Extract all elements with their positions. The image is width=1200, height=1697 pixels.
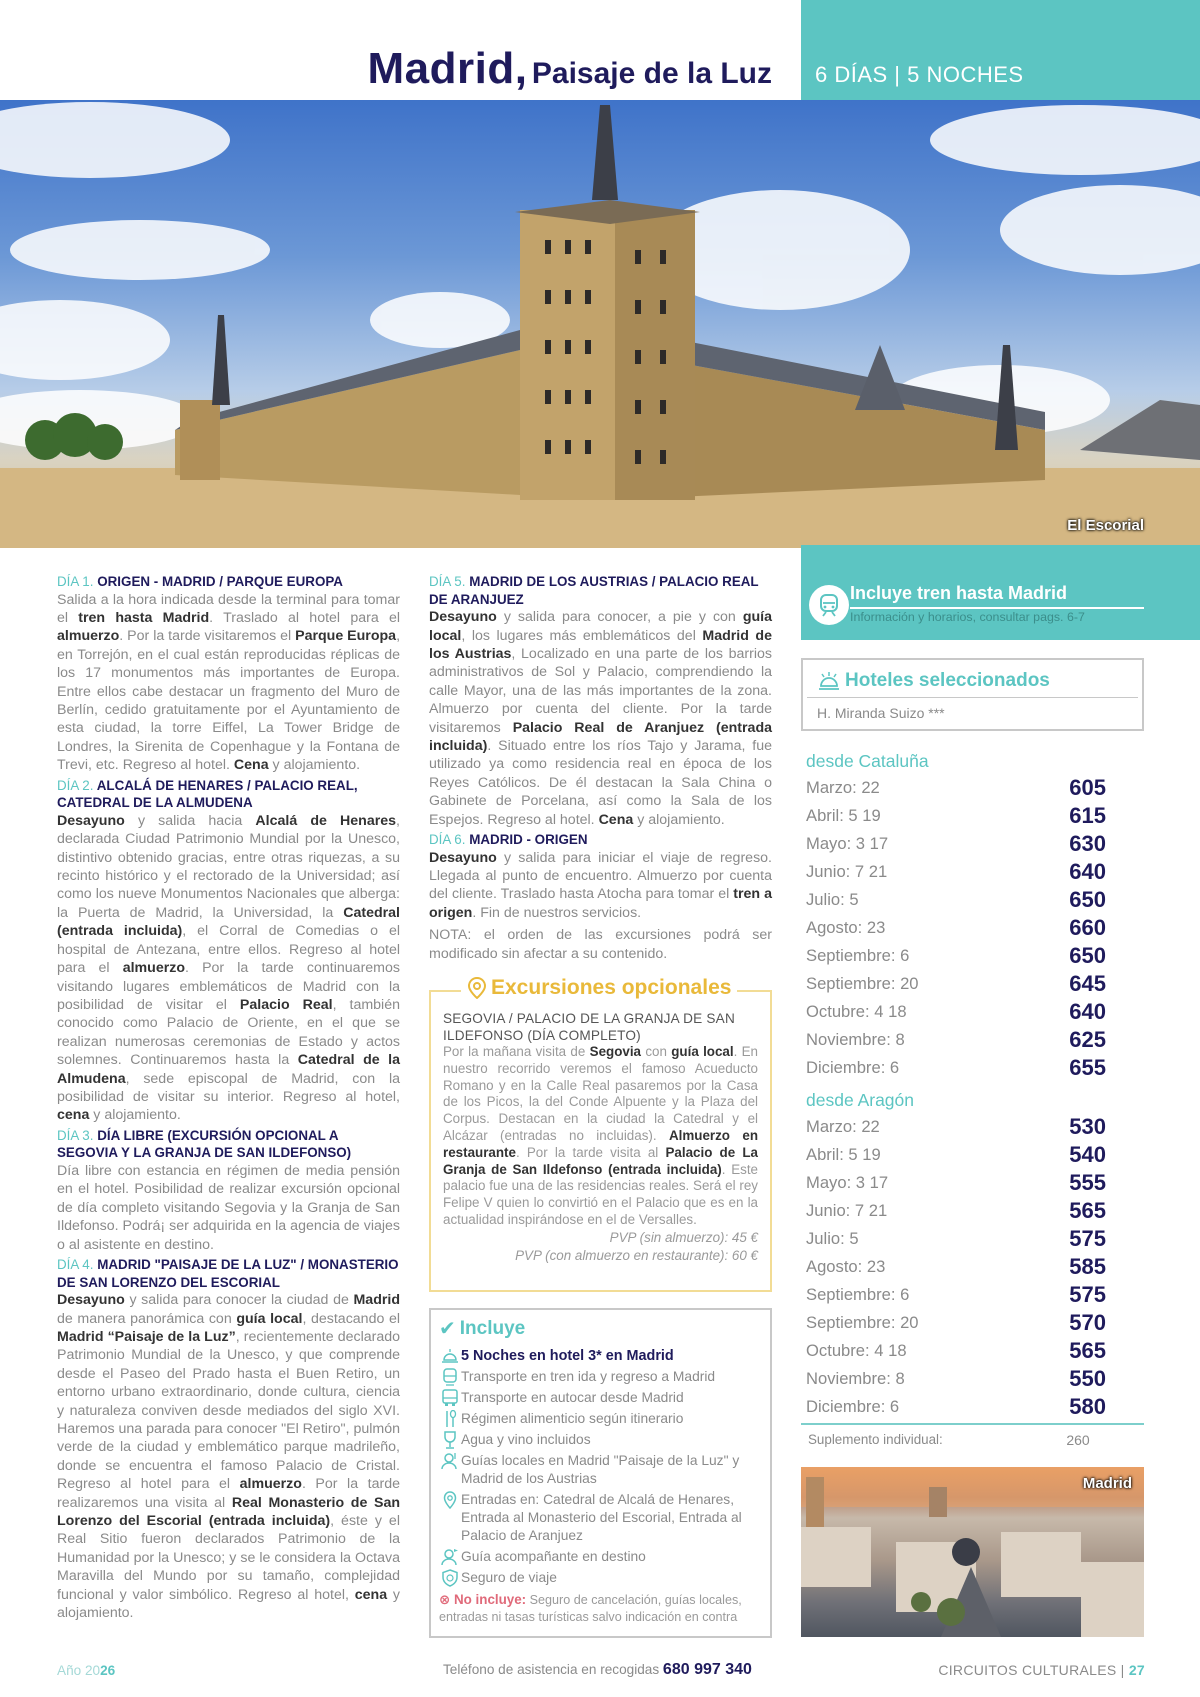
price-value: 530 xyxy=(1069,1114,1106,1139)
price-row xyxy=(806,774,1106,802)
cutlery-icon xyxy=(439,1410,461,1428)
checkmark-icon: ✔ xyxy=(439,1318,456,1340)
price-value: 650 xyxy=(1069,943,1106,968)
price-value: 650 xyxy=(1069,887,1106,912)
price-row xyxy=(806,886,1106,914)
price-row xyxy=(806,914,1106,942)
title-sub: Paisaje de la Luz xyxy=(531,57,772,90)
departure-date: Diciembre: 6 xyxy=(806,1058,900,1077)
day-description: Desayuno y salida hacia Alcalá de Henares, declarada Ciudad Patrimonio Mundial por la Unesco, distintivo obtenido gracias, entre otras riquezas, a su recinto histórico y el rectorado de la Universidad; así como los nueve Monumentos Nacionales que alberga: la Puerta de Madrid, la Universidad, la Catedral (entrada incluida), el Corral de Comedias o el hospital de Antezana, entre ellos. Regreso al hotel para el almuerzo. Por la tarde continuaremos visitando lugares emblemáticos de Madrid con la posibilidad de visitar el Palacio Real, también conocido como Palacio de Oriente, en el que se realizan numerosas ceremonias de Estado y actos solemnes. Continuaremos hasta la Catedral de la Almudena, sede episcopal de Madrid, con la posibilidad de visitar su interior. Regreso al hotel, cena y alojamiento. xyxy=(57,812,400,1124)
hotel-bell-icon xyxy=(817,670,841,692)
selected-hotels-box xyxy=(801,658,1144,731)
departure-date: Octubre: 4 18 xyxy=(806,1002,907,1021)
shield-icon xyxy=(439,1569,461,1587)
day-heading: DÍA 2. ALCALÁ DE HENARES / PALACIO REAL, CATEDRAL DE LA ALMUDENA xyxy=(57,777,358,811)
departure-date: Noviembre: 8 xyxy=(806,1369,905,1388)
departure-date: Septiembre: 20 xyxy=(806,974,919,993)
price-row xyxy=(806,1113,1106,1141)
madrid-cityscape-image xyxy=(801,1467,1144,1637)
price-row xyxy=(806,942,1106,970)
price-table-aragon xyxy=(806,1087,1106,1421)
price-value: 575 xyxy=(1069,1282,1106,1307)
excursion-price-with-lunch: PVP (con almuerzo en restaurante): 60 € xyxy=(515,1247,758,1263)
departure-date: Marzo: 22 xyxy=(806,1117,880,1136)
departure-date: Septiembre: 20 xyxy=(806,1313,919,1332)
excursion-price-no-lunch: PVP (sin almuerzo): 45 € xyxy=(609,1229,758,1245)
include-item: Seguro de viaje xyxy=(439,1569,762,1587)
price-row xyxy=(806,830,1106,858)
supplement-divider xyxy=(801,1423,1144,1425)
itinerary-day-6 xyxy=(429,831,772,922)
departure-date: Agosto: 23 xyxy=(806,1257,886,1276)
price-table-cataluna xyxy=(806,748,1106,1082)
hero-image-el-escorial xyxy=(0,100,1200,548)
excursions-title: Excursiones opcionales xyxy=(461,976,737,1000)
itinerary-day-1 xyxy=(57,573,400,775)
price-row xyxy=(806,1026,1106,1054)
price-value: 565 xyxy=(1069,1338,1106,1363)
itinerary-day-2 xyxy=(57,777,400,1125)
day-description: Desayuno y salida para conocer la ciudad de Madrid de manera panorámica con guía local, destacando el Madrid “Paisaje de la Luz”, recientemente declarado Patrimonio Mundial de la Unesco, y que comprende desde el Paseo del Prado hasta el Buen Retiro, un entorno urbano extraordinario, donde cultura, ciencia y naturaleza conviven desde mediados del siglo XVI. Haremos una parada para conocer "El Retiro", pulmón verde de la ciudad y emblemático parque madrileño, donde se encuentra el famoso Palacio de Cristal. Regreso al hotel para el almuerzo. Por la tarde realizaremos una visita al Real Monasterio de San Lorenzo del Escorial (entrada incluida), éste y el Real Sitio fueron declarados Patrimonio de la Humanidad por la Unesco; y se le considera la Octava Maravilla del Mundo por su tamaño, complejidad funcional y valor simbólico. Regreso al hotel, cena y alojamiento. xyxy=(57,1292,401,1622)
price-row xyxy=(806,1309,1106,1337)
title-main: Madrid, xyxy=(367,44,528,93)
supplement-value: 260 xyxy=(1066,1432,1090,1448)
guide-icon xyxy=(439,1452,461,1470)
price-value: 550 xyxy=(1069,1366,1106,1391)
not-included-label: ⊗ No incluye: xyxy=(439,1592,527,1607)
footer-assistance-phone: Teléfono de asistencia en recogidas 680 997 340 xyxy=(443,1661,752,1678)
day-heading: DÍA 6. MADRID - ORIGEN xyxy=(429,832,588,848)
train-icon xyxy=(809,585,849,625)
price-value: 645 xyxy=(1069,971,1106,996)
price-value: 640 xyxy=(1069,859,1106,884)
price-value: 555 xyxy=(1069,1170,1106,1195)
bus-icon xyxy=(439,1389,461,1407)
price-row xyxy=(806,802,1106,830)
price-value: 605 xyxy=(1069,775,1106,800)
location-pin-icon xyxy=(467,977,487,999)
price-value: 585 xyxy=(1069,1254,1106,1279)
itinerary-note: NOTA: el orden de las excursiones podrá ser modificado sin afectar a su contenido. xyxy=(429,927,772,962)
price-row xyxy=(806,1393,1106,1421)
departure-date: Julio: 5 xyxy=(806,1229,859,1248)
include-item: Transporte en autocar desde Madrid xyxy=(439,1389,762,1407)
departure-date: Octubre: 4 18 xyxy=(806,1341,907,1360)
include-item: Entradas en: Catedral de Alcalá de Henares, Entrada al Monasterio del Escorial, Entrada al Palacio de Aranjuez xyxy=(439,1491,762,1545)
itinerary-column-1 xyxy=(57,573,400,1624)
footer-year: Año 2026 xyxy=(57,1663,116,1678)
supplement-label: Suplemento individual: xyxy=(808,1432,943,1447)
hotel-bell-icon xyxy=(439,1347,461,1365)
day-heading: DÍA 1. ORIGEN - MADRID / PARQUE EUROPA xyxy=(57,574,343,589)
price-row xyxy=(806,858,1106,886)
departure-date: Junio: 7 21 xyxy=(806,862,888,881)
includes-title: ✔ Incluye xyxy=(439,1317,526,1340)
price-row xyxy=(806,998,1106,1026)
price-table-title: desde Cataluña xyxy=(806,751,929,771)
day-description: Desayuno y salida para iniciar el viaje de regreso. Llegada al punto de encuentro. Almuerzo por cuenta del cliente. Traslado hasta Atocha para tomar el tren a origen. Fin de nuestros servicios. xyxy=(429,849,772,921)
page-header xyxy=(0,0,1200,100)
hotel-name: H. Miranda Suizo *** xyxy=(817,705,945,721)
train-icon xyxy=(439,1368,461,1386)
day-description: Día libre con estancia en régimen de media pensión en el hotel. Posibilidad de realizar excursión opcional de día completo visitando Segovia y la Granja de San Ildefonso. Podrá¡ ser adquirida en la agencia de viajes o al asistente en destino. xyxy=(57,1162,400,1253)
price-row xyxy=(806,970,1106,998)
train-included-banner xyxy=(801,548,1200,640)
departure-date: Mayo: 3 17 xyxy=(806,1173,889,1192)
include-item: Guías locales en Madrid "Paisaje de la Luz" y Madrid de los Austrias xyxy=(439,1452,762,1488)
madrid-caption: Madrid xyxy=(1082,1475,1132,1492)
departure-date: Agosto: 23 xyxy=(806,918,886,937)
price-value: 630 xyxy=(1069,831,1106,856)
day-heading: DÍA 5. MADRID DE LOS AUSTRIAS / PALACIO REAL DE ARANJUEZ xyxy=(429,574,759,607)
price-value: 625 xyxy=(1069,1027,1106,1052)
price-row xyxy=(806,1337,1106,1365)
price-value: 570 xyxy=(1069,1310,1106,1335)
excursion-subtitle: SEGOVIA / PALACIO DE LA GRANJA DE SAN ILDEFONSO (DÍA COMPLETO) xyxy=(443,1011,735,1043)
price-value: 580 xyxy=(1069,1394,1106,1419)
include-item: Régimen alimenticio según itinerario xyxy=(439,1410,762,1428)
optional-excursions-box xyxy=(429,976,772,1292)
departure-date: Noviembre: 8 xyxy=(806,1030,905,1049)
price-row xyxy=(806,1253,1106,1281)
departure-date: Julio: 5 xyxy=(806,890,859,909)
single-supplement xyxy=(808,1432,1108,1448)
price-value: 640 xyxy=(1069,999,1106,1024)
price-value: 615 xyxy=(1069,803,1106,828)
page-title xyxy=(367,44,772,94)
x-circle-icon: ⊗ xyxy=(439,1592,451,1607)
itinerary-day-5 xyxy=(429,573,772,829)
departure-date: Septiembre: 6 xyxy=(806,1285,910,1304)
price-value: 565 xyxy=(1069,1198,1106,1223)
departure-date: Mayo: 3 17 xyxy=(806,834,889,853)
day-heading: DÍA 3. DÍA LIBRE (EXCURSIÓN OPCIONAL A SEGOVIA Y LA GRANJA DE SAN ILDEFONSO) xyxy=(57,1127,352,1161)
madrid-illustration xyxy=(801,1467,1144,1637)
include-item: Transporte en tren ida y regreso a Madrid xyxy=(439,1368,762,1386)
divider xyxy=(807,697,1138,698)
departure-date: Diciembre: 6 xyxy=(806,1397,900,1416)
include-item: Guía acompañante en destino xyxy=(439,1548,762,1566)
departure-date: Abril: 5 19 xyxy=(806,1145,881,1164)
page-number: 27 xyxy=(1128,1662,1145,1678)
price-row xyxy=(806,1225,1106,1253)
price-row xyxy=(806,1169,1106,1197)
tour-guide-icon xyxy=(439,1548,461,1566)
departure-date: Septiembre: 6 xyxy=(806,946,910,965)
train-title: Incluye tren hasta Madrid xyxy=(850,583,1068,603)
itinerary-day-3 xyxy=(57,1127,400,1254)
price-value: 655 xyxy=(1069,1055,1106,1080)
day-heading: DÍA 4. MADRID "PAISAJE DE LA LUZ" / MONASTERIO DE SAN LORENZO DEL ESCORIAL xyxy=(57,1256,399,1290)
includes-box xyxy=(429,1308,772,1638)
phone-number[interactable]: 680 997 340 xyxy=(662,1661,752,1678)
include-item: 5 Noches en hotel 3* en Madrid xyxy=(439,1347,762,1365)
day-description: Desayuno y salida para conocer, a pie y con guía local, los lugares más emblemáticos del Madrid de los Austrias, Localizado en una parte de los barrios administrativos de Sol y Palacio, comprendiendo la calle Mayor, una de las más importantes de la zona. Almuerzo por cuenta del cliente. Por la tarde visitaremos Palacio Real de Aranjuez (entrada incluida). Situado entre los ríos Tajo y Jarama, fue utilizado ya como residencia real en época de los Reyes Católicos. De él destacan la Sala China o Gabinete de Porcelana, así como la Sala de los Espejos. Regreso al hotel. Cena y alojamiento. xyxy=(429,609,773,828)
price-value: 660 xyxy=(1069,915,1106,940)
duration-label: 6 DÍAS | 5 NOCHES xyxy=(815,62,1024,87)
price-row xyxy=(806,1197,1106,1225)
hotels-title: Hoteles seleccionados xyxy=(817,670,1050,692)
train-underline xyxy=(850,607,1144,609)
itinerary-column-2 xyxy=(429,573,772,963)
wine-glass-icon xyxy=(439,1431,461,1449)
price-row xyxy=(806,1054,1106,1082)
price-row xyxy=(806,1281,1106,1309)
itinerary-day-4 xyxy=(57,1256,400,1623)
train-subtitle: Información y horarios, consultar pags. 6-7 xyxy=(850,610,1085,624)
departure-date: Junio: 7 21 xyxy=(806,1201,888,1220)
price-row xyxy=(806,1365,1106,1393)
price-row xyxy=(806,1141,1106,1169)
monastery-illustration xyxy=(0,100,1200,548)
day-description: Salida a la hora indicada desde la terminal para tomar el tren hasta Madrid. Traslado al hotel para el almuerzo. Por la tarde visitaremos el Parque Europa, en Torrejón, en el cual están reproducidas réplicas de los 17 monumentos más importantes de Europa. Entre ellos cabe destacar un fragmento del Muro de Berlín, cedido gratuitamente por el Ayuntamiento de esta ciudad, la torre Eiffel, La Tower Bridge de Londres, la Sirenita de Copenhague y la Fontana de Trevi, etc. Regreso al hotel. Cena y alojamiento. xyxy=(57,591,401,774)
excursion-description: Por la mañana visita de Segovia con guía local. En nuestro recorrido veremos el famoso Acueducto Romano y en la Calle Real pasaremos por la Casa de los Picos, la del Conde Alpuente y la Plaza del Corpus. Destacan en la ciudad la Catedral y el Alcázar (entradas no incluidas). Almuerzo en restaurante. Por la tarde visita al Palacio de La Granja de San Ildefonso (entrada incluida). Este palacio fue una de las residencias reales. Será el rey Felipe V quien lo convirtió en el Palacio que es en la actualidad inspirándose en el de Versalles. xyxy=(443,1044,759,1227)
location-pin-icon xyxy=(439,1491,461,1509)
footer-section-page: CIRCUITOS CULTURALES | 27 xyxy=(938,1662,1145,1678)
hero-caption: El Escorial xyxy=(1067,517,1144,534)
duration-banner xyxy=(801,0,1200,100)
include-item: Agua y vino incluidos xyxy=(439,1431,762,1449)
departure-date: Marzo: 22 xyxy=(806,778,880,797)
not-included-note: ⊗ No incluye: Seguro de cancelación, guías locales, entradas ni tasas turísticas salvo indicación en contra xyxy=(439,1592,742,1624)
departure-date: Abril: 5 19 xyxy=(806,806,881,825)
price-value: 575 xyxy=(1069,1226,1106,1251)
price-value: 540 xyxy=(1069,1142,1106,1167)
price-table-title: desde Aragón xyxy=(806,1090,915,1110)
